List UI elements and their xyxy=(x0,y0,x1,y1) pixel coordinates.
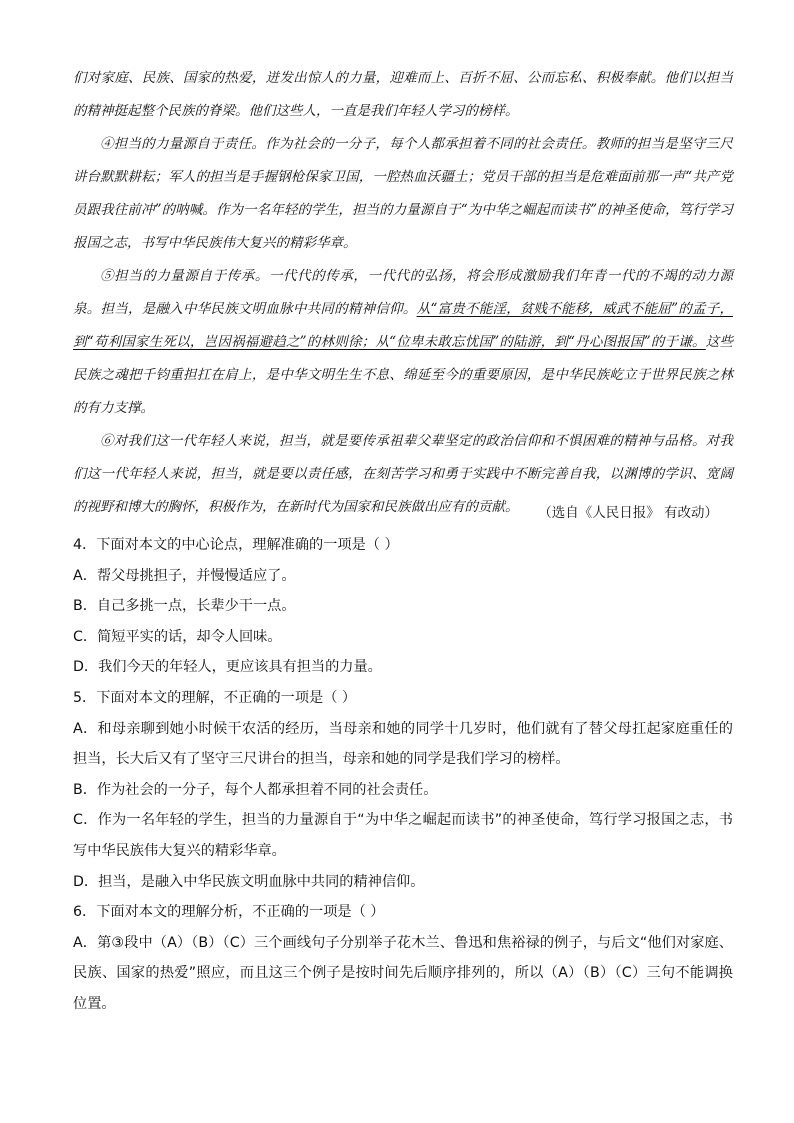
underlined-sentence: 从“富贵不能淫，贫贱不能移，威武不能屈”的孟子，到“苟利国家生死以，岂因祸福避趋之”的林则徐；从“位卑未敢忘忧国”的陆游，到“丹心图报国”的于谦。 xyxy=(73,301,733,350)
source-citation: （选自《人民日报》 有改动） xyxy=(538,505,718,521)
question-4-option-d: D．我们今天的年轻人，更应该具有担当的力量。 xyxy=(73,659,382,676)
reading-passage xyxy=(73,62,733,524)
question-4-option-a: A．帮父母挑担子，并慢慢适应了。 xyxy=(73,567,296,584)
paragraph-5-text-end: 这些民族之魂把千钧重担扛在肩上，是中华文明生生不息、绵延至今的重要原因，是中华民族屹立于世界民族之林的有力支撑。 xyxy=(73,334,733,416)
question-5-option-c: C．作为一名年轻的学生，担当的力量源自于“为中华之崛起而读书”的神圣使命，笃行学习报国之志，书写中华民族伟大复兴的精彩华章。 xyxy=(73,812,733,859)
paragraph-5 xyxy=(73,260,733,425)
question-5-option-a: A．和母亲聊到她小时候干农活的经历，当母亲和她的同学十几岁时，他们就有了替父母扛起家庭重任的担当，长大后又有了坚守三尺讲台的担当，母亲和她的同学是我们学习的榜样。 xyxy=(73,720,733,768)
question-4-stem: 4．下面对本文的中心论点，理解准确的一项是（ ） xyxy=(73,537,399,553)
paragraph-4: ④担当的力量源自于责任。作为社会的一分子，每个人都承担着不同的社会责任。教师的担当是坚守三尺讲台默默耕耘；军人的担当是手握钢枪保家卫国，一腔热血沃疆土；党员干部的担当是危难面前那一声“共产党员跟我往前冲”的呐喊。作为一名年轻的学生，担当的力量源自于“为中华之崛起而读书”的神圣使命，笃行学习报国之志，书写中华民族伟大复兴的精彩华章。 xyxy=(73,136,733,251)
question-5-stem: 5．下面对本文的理解，不正确的一项是（ ） xyxy=(73,689,357,706)
paragraph-intro: 们对家庭、民族、国家的热爱，迸发出惊人的力量，迎难而上、百折不屈、公而忘私、积极奉献。他们以担当的精神挺起整个民族的脊梁。他们这些人，一直是我们年轻人学习的榜样。 xyxy=(73,70,733,119)
question-5-option-d: D．担当，是融入中华民族文明血脉中共同的精神信仰。 xyxy=(73,873,425,890)
question-4-option-b: B．自己多挑一点，长辈少干一点。 xyxy=(73,598,296,615)
question-4-option-c: C．简短平实的话，却令人回味。 xyxy=(73,628,282,645)
question-5-option-b: B．作为社会的一分子，每个人都承担着不同的社会责任。 xyxy=(73,781,438,798)
question-section xyxy=(73,530,733,1020)
paragraph-5-text: ⑤担当的力量源自于传承。一代代的传承，一代代的弘扬，将会形成激励我们年青一代的不竭的动力源泉。担当，是融入中华民族文明血脉中共同的精神信仰。 xyxy=(73,268,733,317)
question-6-stem: 6．下面对本文的理解分析，不正确的一项是（ ） xyxy=(73,904,385,921)
question-6-option-a: A．第③段中（A）（B）（C）三个画线句子分别举子花木兰、鲁迅和焦裕禄的例子，与后文“他们对家庭、民族、国家的热爱”照应，而且这三个例子是按时间先后顺序排列的，所以（A）（B）（C）三句不能调换位置。 xyxy=(73,934,733,1012)
paragraph-6: ⑥对我们这一代年轻人来说，担当，就是要传承祖辈父辈坚定的政治信仰和不惧困难的精神与品格。对我们这一代年轻人来说，担当，就是要以责任感，在刻苦学习和勇于实践中不断完善自我，以渊博的学识、宽阔的视野和博大的胸怀，积极作为，在新时代为国家和民族做出应有的贡献。 xyxy=(73,433,733,515)
